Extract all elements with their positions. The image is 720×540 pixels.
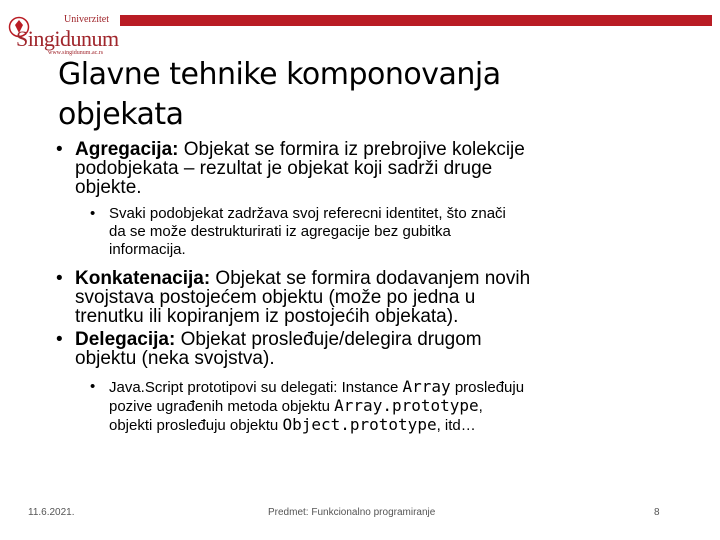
bullet-term: Delegacija:	[75, 329, 176, 350]
sub-bullet-text: informacija.	[109, 241, 186, 258]
sub-bullet-text: prosleđuju	[450, 379, 525, 396]
footer-date: 11.6.2021.	[28, 507, 75, 518]
sub-bullet-text: , itd…	[436, 417, 476, 434]
bullet-text: Objekat se formira dodavanjem novih	[210, 268, 531, 289]
logo-top-text: Univerzitet	[64, 14, 109, 25]
code-object-prototype: Object.prototype	[282, 415, 437, 434]
bullet-konkatenacija	[56, 269, 706, 326]
bullet-marker: •	[90, 378, 96, 395]
footer-page-number: 8	[654, 507, 660, 518]
sub-bullet-text: objekti prosleđuju objektu	[109, 417, 283, 434]
sub-bullet-text: pozive ugrađenih metoda objektu	[109, 398, 335, 415]
slide-content	[56, 140, 706, 435]
bullet-agregacija	[56, 140, 706, 197]
logo-name: Singidunum	[16, 26, 119, 51]
bullet-marker: •	[90, 205, 96, 222]
bullet-marker: •	[56, 268, 63, 289]
sub-bullet-agregacija	[90, 205, 706, 259]
sub-bullet-text: Svaki podobjekat zadržava svoj referecni identitet, što znači	[109, 205, 506, 222]
footer-subject: Predmet: Funkcionalno programiranje	[268, 507, 436, 518]
bullet-text: podobjekata – rezultat je objekat koji sadrži druge	[75, 158, 493, 179]
bullet-text: Objekat se formira iz prebrojive kolekcije	[178, 139, 525, 160]
sub-bullet-text: da se može destrukturirati iz agregacije bez gubitka	[109, 223, 451, 240]
bullet-text: trenutku ili kopiranjem iz postojećih objekata).	[75, 306, 459, 327]
bullet-text: objekte.	[75, 177, 142, 198]
sub-bullet-text: Java.Script prototipovi su delegati: Instance	[109, 379, 403, 396]
bullet-text: svojstava postojećem objektu (može po jedna u	[75, 287, 476, 308]
title-line-1: Glavne tehnike komponovanja	[58, 57, 501, 92]
bullet-term: Agregacija:	[75, 139, 179, 160]
header-bar	[120, 15, 712, 26]
bullet-delegacija	[56, 330, 706, 368]
bullet-marker: •	[56, 139, 63, 160]
bullet-text: objektu (neka svojstva).	[75, 348, 275, 369]
sub-bullet-delegacija	[90, 378, 706, 435]
title-line-2: objekata	[58, 97, 184, 132]
bullet-term: Konkatenacija:	[75, 268, 211, 289]
code-array: Array	[402, 377, 451, 396]
code-array-prototype: Array.prototype	[334, 396, 479, 415]
logo-url: www.singidunum.ac.rs	[48, 50, 104, 56]
university-logo	[8, 12, 118, 58]
bullet-text: Objekat prosleđuje/delegira drugom	[175, 329, 482, 350]
sub-bullet-text: ,	[478, 398, 483, 415]
slide-title	[58, 55, 698, 135]
bullet-marker: •	[56, 329, 63, 350]
